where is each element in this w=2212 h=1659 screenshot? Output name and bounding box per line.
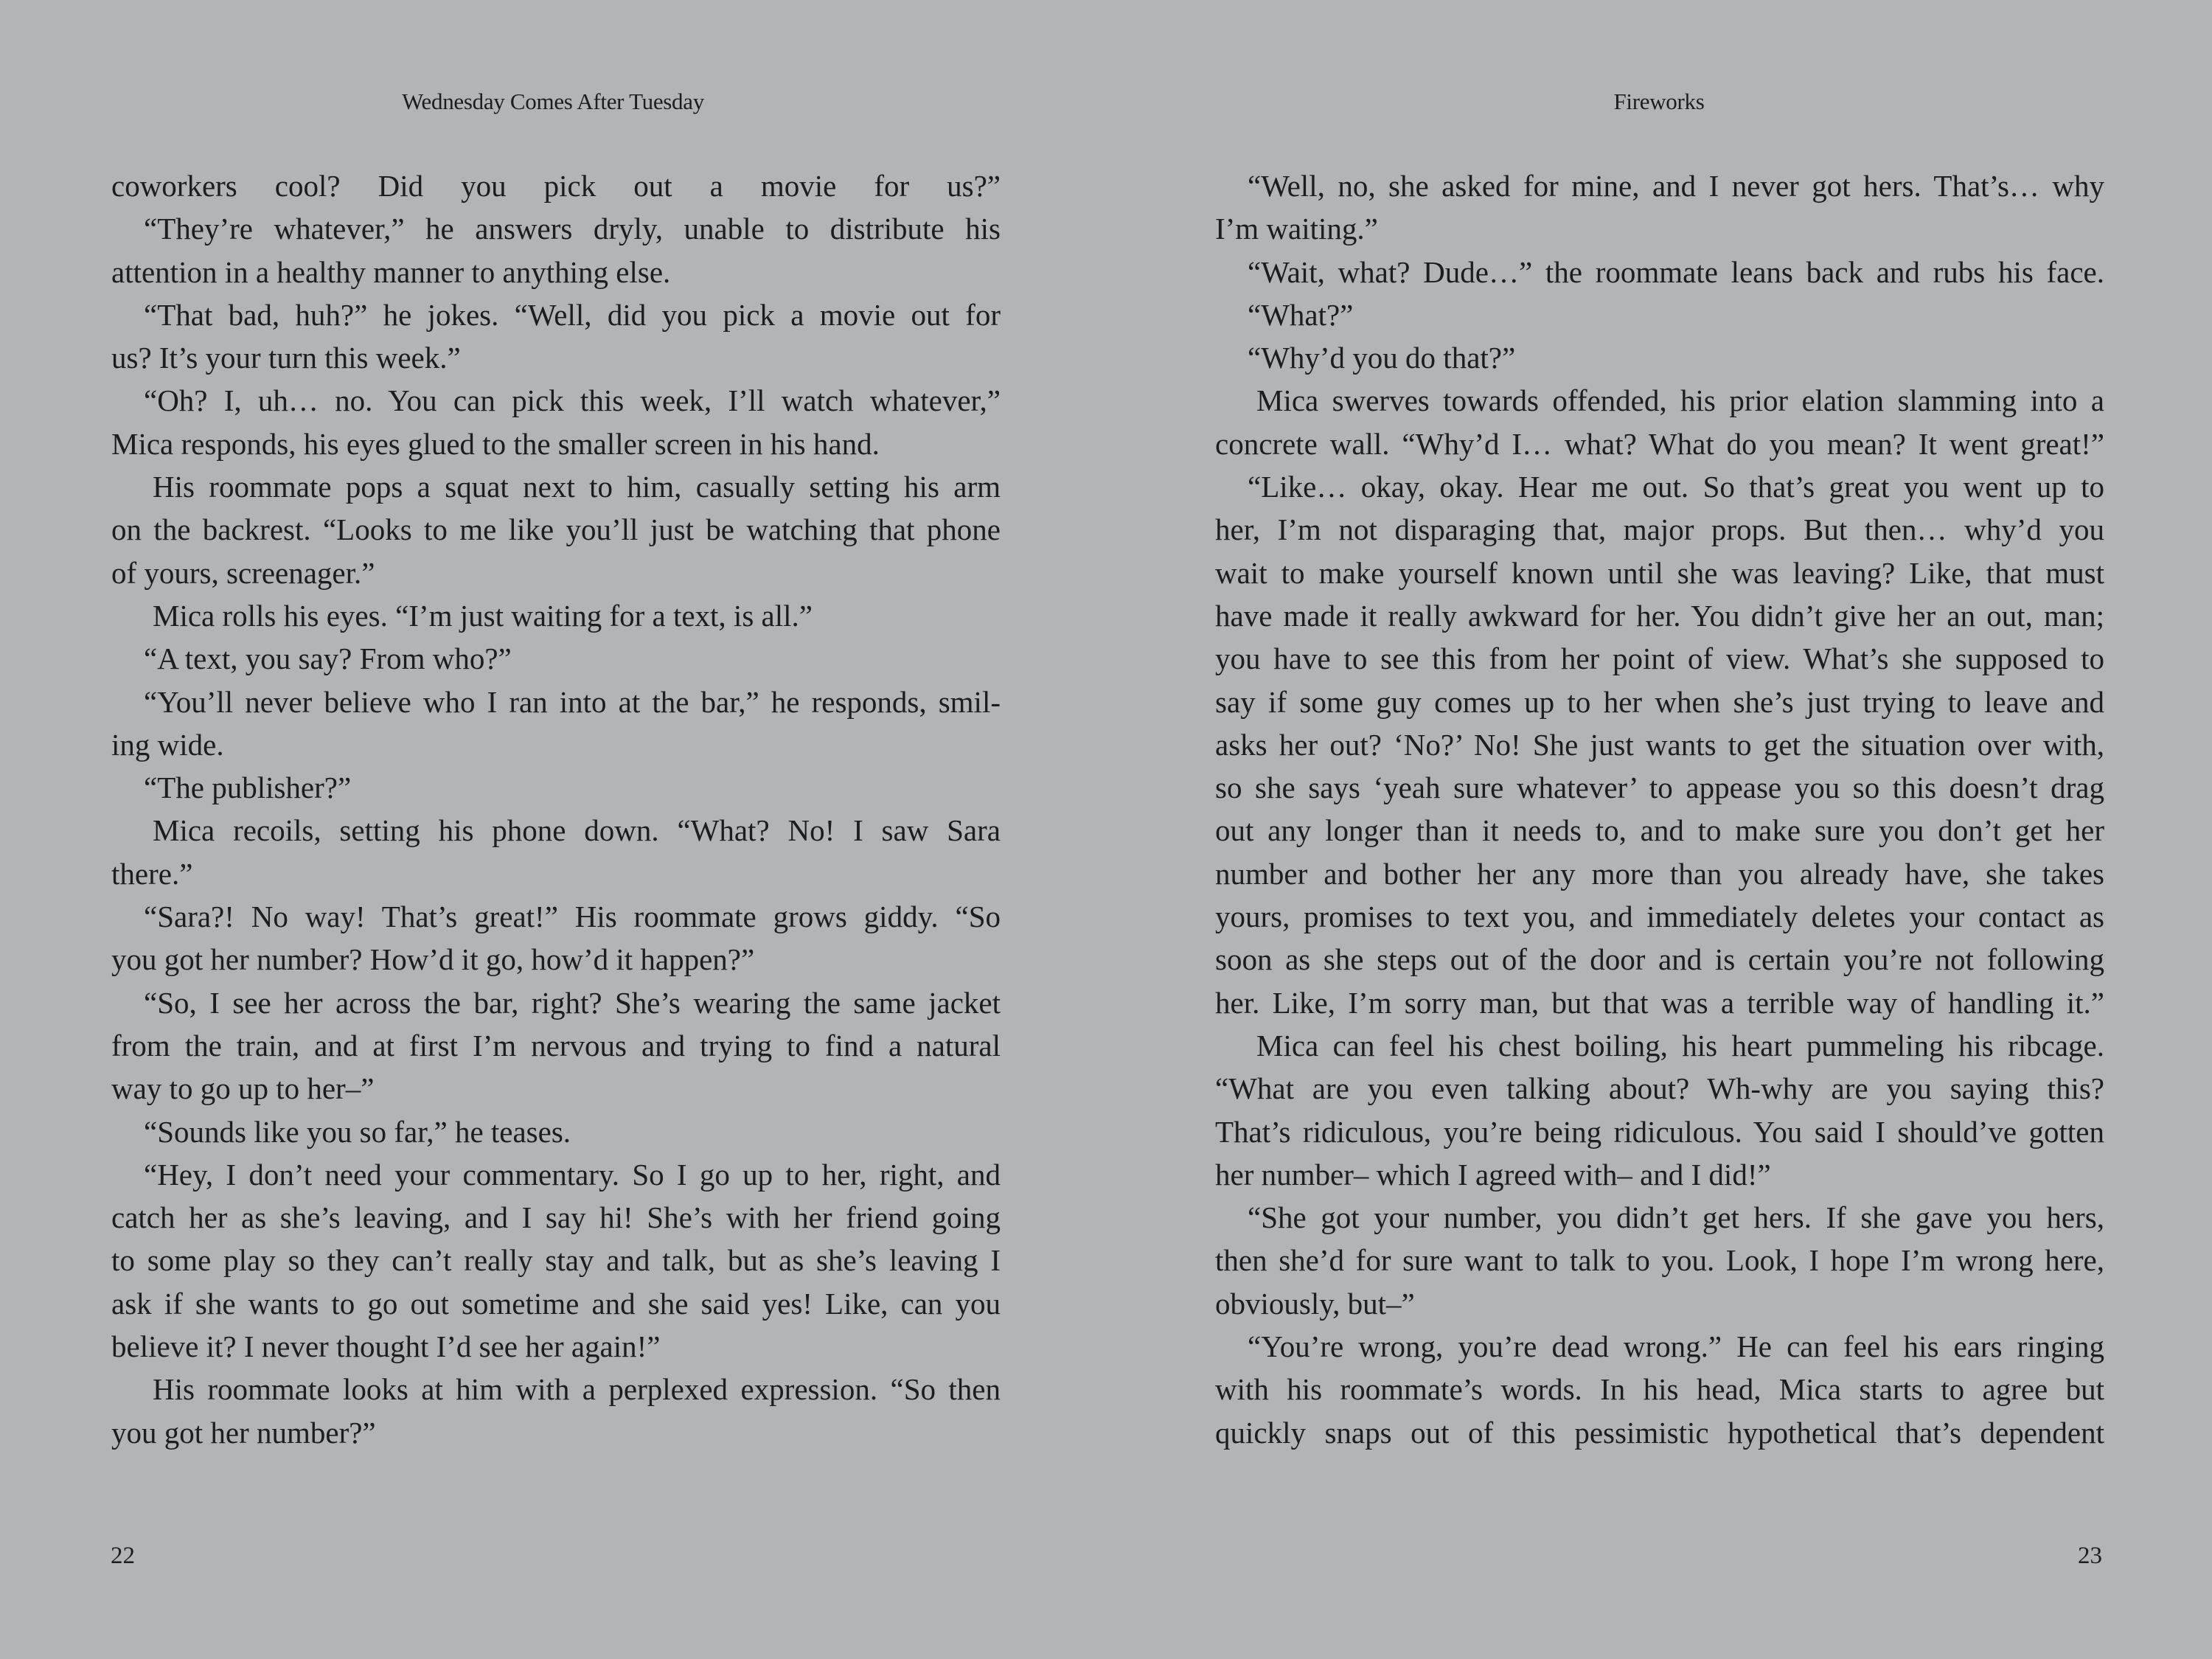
text-line: “Sara?! No way! That’s great!” His roommate grows giddy. “So — [144, 900, 1001, 934]
text-line: “The publisher?” — [144, 771, 352, 805]
text-line: That’s ridiculous, you’re being ridiculous. You said I should’ve gotten — [1215, 1114, 2104, 1149]
page-number: 23 — [2078, 1543, 2102, 1569]
text-line: her number– which I agreed with– and I did!” — [1215, 1157, 1771, 1192]
text-line: believe it? I never thought I’d see her again!” — [111, 1329, 661, 1364]
text-line: “Oh? I, uh… no. You can pick this week, I’ll watch whatever,” — [144, 383, 1001, 418]
text-line: Mica rolls his eyes. “I’m just waiting for a text, is all.” — [153, 598, 813, 633]
text-line: ask if she wants to go out sometime and she said yes! Like, can you — [111, 1286, 1001, 1321]
text-line: “They’re whatever,” he answers dryly, unable to distribute his — [144, 212, 1001, 246]
page-number: 22 — [111, 1543, 135, 1569]
text-line: so she says ‘yeah sure whatever’ to appease you so this doesn’t drag — [1215, 771, 2104, 805]
text-line: “Wait, what? Dude…” the roommate leans back and rubs his face. — [1248, 254, 2104, 289]
text-line: on the backrest. “Looks to me like you’ll just be watching that phone — [111, 512, 1001, 547]
text-line: “That bad, huh?” he jokes. “Well, did you pick a movie out for — [144, 297, 1001, 332]
text-line: Mica recoils, setting his phone down. “What? No! I saw Sara — [153, 813, 1001, 848]
text-line: then she’d for sure want to talk to you. Look, I hope I’m wrong here, — [1215, 1243, 2104, 1278]
text-line: Mica responds, his eyes glued to the smaller screen in his hand. — [111, 426, 880, 461]
text-line: “So, I see her across the bar, right? She’s wearing the same jacket — [144, 985, 1001, 1020]
running-head-chapter-title: Fireworks — [1613, 88, 1705, 114]
text-line: “Hey, I don’t need your commentary. So I go up to her, right, and — [144, 1157, 1001, 1192]
text-line: Mica can feel his chest boiling, his heart pummeling his ribcage. — [1256, 1028, 2104, 1062]
text-line: “What are you even talking about? Wh-why are you saying this? — [1215, 1071, 2104, 1106]
text-line: number and bother her any more than you already have, she takes — [1215, 856, 2104, 891]
text-line: “Like… okay, okay. Hear me out. So that’s great you went up to — [1248, 470, 2104, 504]
text-line: you got her number? How’d it go, how’d it happen?” — [111, 942, 755, 977]
text-line: I’m waiting.” — [1215, 212, 1378, 246]
text-line: His roommate pops a squat next to him, casually setting his arm — [153, 470, 1001, 504]
text-line: ing wide. — [111, 727, 224, 762]
text-line: from the train, and at first I’m nervous and trying to find a natural — [111, 1028, 1001, 1062]
text-line: His roommate looks at him with a perplexed expression. “So then — [153, 1372, 1001, 1407]
text-line: “What?” — [1248, 297, 1354, 332]
text-line: with his roommate’s words. In his head, Mica starts to agree but — [1215, 1372, 2104, 1407]
text-line: quickly snaps out of this pessimistic hypothetical that’s dependent — [1215, 1415, 2104, 1450]
text-line: out any longer than it needs to, and to make sure you don’t get her — [1215, 813, 2104, 848]
text-line: you got her number?” — [111, 1415, 376, 1450]
text-line: asks her out? ‘No?’ No! She just wants to get the situation over with, — [1215, 727, 2104, 762]
text-line: us? It’s your turn this week.” — [111, 341, 461, 375]
text-line: Mica swerves towards offended, his prior elation slamming into a — [1256, 383, 2104, 418]
text-line: “A text, you say? From who?” — [144, 641, 512, 676]
left-page-body-text — [111, 164, 1001, 1454]
text-line: way to go up to her–” — [111, 1071, 375, 1106]
text-line: her. Like, I’m sorry man, but that was a terrible way of handling it.” — [1215, 985, 2104, 1020]
text-line: there.” — [111, 856, 193, 891]
text-line: soon as she steps out of the door and is certain you’re not following — [1215, 942, 2104, 977]
text-line: you have to see this from her point of view. What’s she supposed to — [1215, 641, 2104, 676]
text-line: wait to make yourself known until she was leaving? Like, that must — [1215, 555, 2104, 590]
text-line: concrete wall. “Why’d I… what? What do you mean? It went great!” — [1215, 426, 2104, 461]
text-line: “Well, no, she asked for mine, and I never got hers. That’s… why — [1248, 169, 2104, 203]
text-line: catch her as she’s leaving, and I say hi! She’s with her friend going — [111, 1200, 1001, 1235]
right-page — [1106, 0, 2212, 1659]
text-line: “Why’d you do that?” — [1248, 341, 1516, 375]
text-line: of yours, screenager.” — [111, 555, 375, 590]
text-line: yours, promises to text you, and immediately deletes your contact as — [1215, 900, 2104, 934]
text-line: “She got your number, you didn’t get hers. If she gave you hers, — [1248, 1200, 2104, 1235]
text-line: obviously, but–” — [1215, 1286, 1415, 1321]
text-line: coworkers cool? Did you pick out a movie for us?” — [111, 169, 1001, 203]
right-page-body-text — [1215, 164, 2104, 1454]
text-line: “You’ll never believe who I ran into at the bar,” he responds, smil- — [144, 684, 1001, 719]
text-line: her, I’m not disparaging that, major props. But then… why’d you — [1215, 512, 2104, 547]
text-line: say if some guy comes up to her when she’s just trying to leave and — [1215, 684, 2104, 719]
text-line: “You’re wrong, you’re dead wrong.” He can feel his ears ringing — [1248, 1329, 2104, 1364]
running-head-book-title: Wednesday Comes After Tuesday — [402, 88, 704, 114]
text-line: to some play so they can’t really stay and talk, but as she’s leaving I — [111, 1243, 1001, 1278]
text-line: have made it really awkward for her. You didn’t give her an out, man; — [1215, 598, 2104, 633]
text-line: “Sounds like you so far,” he teases. — [144, 1114, 571, 1149]
text-line: attention in a healthy manner to anything else. — [111, 254, 671, 289]
